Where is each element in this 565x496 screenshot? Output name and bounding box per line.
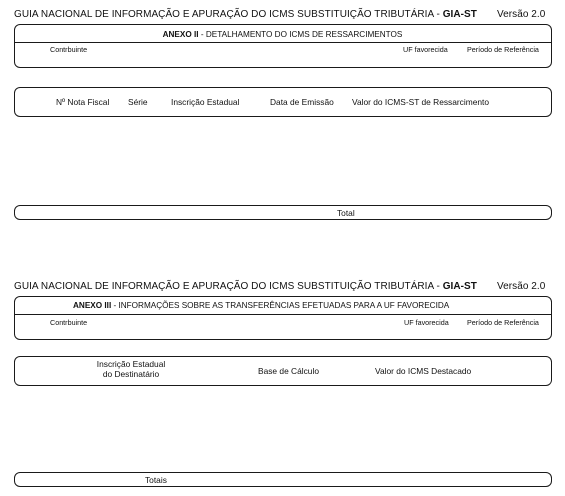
annex2-header-divider — [14, 42, 552, 43]
annex3-col-inscricao-line1: Inscrição Estadual — [96, 359, 166, 369]
annex3-col-inscricao — [86, 359, 176, 379]
annex3-totals-box — [14, 472, 552, 487]
annex3-form-title-main: GUIA NACIONAL DE INFORMAÇÃO E APURAÇÃO DO ICMS SUBSTITUIÇÃO TRIBUTÁRIA - — [14, 281, 443, 292]
annex3-col-base: Base de Cálculo — [258, 366, 319, 376]
annex2-col-valor-ressarcimento: Valor do ICMS-ST de Ressarcimento — [352, 97, 489, 107]
annex2-form-title-main: GUIA NACIONAL DE INFORMAÇÃO E APURAÇÃO DO ICMS SUBSTITUIÇÃO TRIBUTÁRIA - — [14, 9, 443, 20]
annex3-version: Versão 2.0 — [497, 281, 546, 292]
annex2-version: Versão 2.0 — [497, 9, 546, 20]
annex3-col-valor: Valor do ICMS Destacado — [375, 366, 472, 376]
annex3-form-code: GIA-ST — [442, 281, 477, 292]
annex2-total-label: Total — [337, 208, 355, 218]
annex2-col-inscricao: Inscrição Estadual — [171, 97, 240, 107]
annex3-header-divider — [14, 314, 552, 315]
annex3-totals-label: Totais — [145, 475, 167, 485]
annex2-total-box — [14, 205, 552, 220]
annex2-form-code: GIA-ST — [442, 9, 477, 20]
annex3-col-inscricao-line2: do Destinatário — [102, 369, 160, 379]
annex3-periodo-label: Período de Referência — [467, 318, 539, 327]
annex2-annex-title — [0, 30, 565, 39]
annex2-contribuinte-label: Contrbuinte — [50, 45, 88, 54]
annex2-col-data-emissao: Data de Emissão — [270, 97, 334, 107]
annex3-annex-label: ANEXO III — [73, 301, 112, 310]
annex3-annex-title — [73, 301, 449, 310]
annex2-col-nota-fiscal: Nº Nota Fiscal — [56, 97, 110, 107]
annex2-periodo-label: Período de Referência — [467, 45, 539, 54]
annex2-uf-label: UF favorecida — [403, 45, 448, 54]
annex2-col-serie: Série — [128, 97, 148, 107]
annex3-uf-label: UF favorecida — [404, 318, 449, 327]
annex3-form-title — [14, 281, 477, 292]
annex2-annex-desc: - DETALHAMENTO DO ICMS DE RESSARCIMENTOS — [198, 30, 403, 39]
annex2-annex-label: ANEXO II — [162, 30, 199, 39]
annex2-form-title — [14, 9, 477, 20]
annex3-annex-desc: - INFORMAÇÕES SOBRE AS TRANSFERÊNCIAS EFETUADAS PARA A UF FAVORECIDA — [111, 301, 450, 310]
annex3-contribuinte-label: Contrbuinte — [50, 318, 88, 327]
